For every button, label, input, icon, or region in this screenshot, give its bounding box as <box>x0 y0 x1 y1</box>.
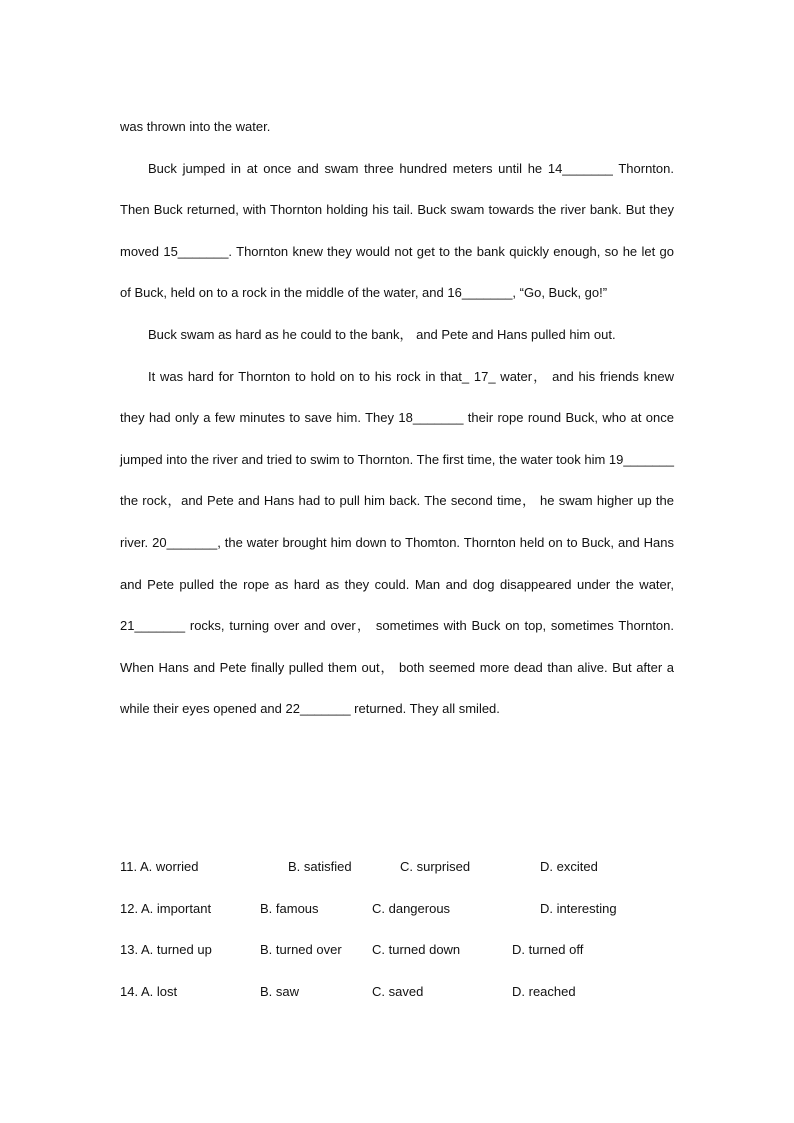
option-a: 12. A. important <box>120 900 212 916</box>
option-c: C. dangerous <box>372 900 451 916</box>
option-d: D. excited <box>540 859 598 874</box>
option-a: 13. A. turned up <box>120 942 212 958</box>
reading-passage <box>120 106 674 730</box>
option-c: C. turned down <box>372 942 461 958</box>
passage-paragraph: Buck jumped in at once and swam three hundred meters until he 14_______ Thornton. Then Buck returned, with Thornton holding his tail. Buck swam towards the river bank. But they moved 15_______. Thornton knew they would not get to the bank quickly enough, so he let go of Buck, held on to a rock in the middle of the water, and 16_______, “Go, Buck, go!” <box>120 160 674 301</box>
option-d: D. turned off <box>512 942 584 958</box>
passage-paragraph: It was hard for Thornton to hold on to his rock in that_ 17_ water， and his friends knew they had only a few minutes to save him. They 18_______ their rope round Buck, who at once jumped into the river and tried to swim to Thornton. The first time, the water took him 19_______ the rock，and Pete and Hans had to pull him back. The second time， he swam higher up the river. 20_______, the water brought him down to Thomton. Thornton held on to Buck, and Hans and Pete pulled the rope as hard as they could. Man and dog disappeared under the water, 21_______ rocks, turning over and over， sometimes with Buck on top, sometimes Thornton. When Hans and Pete finally pulled them out， both seemed more dead than alive. But after a while their eyes opened and 22_______ returned. They all smiled. <box>120 368 674 717</box>
option-b: B. turned over <box>260 942 342 958</box>
question-13-options <box>120 929 680 971</box>
question-14-options <box>120 971 680 1013</box>
question-11-options <box>120 846 680 888</box>
answer-options <box>120 846 680 1012</box>
option-b: B. satisfied <box>288 859 352 874</box>
option-c: C. surprised <box>400 859 471 874</box>
question-12-options <box>120 888 680 930</box>
option-c: C. saved <box>372 983 424 999</box>
option-b: B. famous <box>260 900 319 916</box>
option-a: 14. A. lost <box>120 983 178 999</box>
option-d: D. reached <box>512 983 576 999</box>
passage-paragraph: was thrown into the water. <box>120 119 271 134</box>
option-d: D. interesting <box>540 900 617 916</box>
option-a: 11. A. worried <box>120 859 199 874</box>
passage-paragraph: Buck swam as hard as he could to the bank， and Pete and Hans pulled him out. <box>148 326 616 342</box>
option-b: B. saw <box>260 983 300 999</box>
